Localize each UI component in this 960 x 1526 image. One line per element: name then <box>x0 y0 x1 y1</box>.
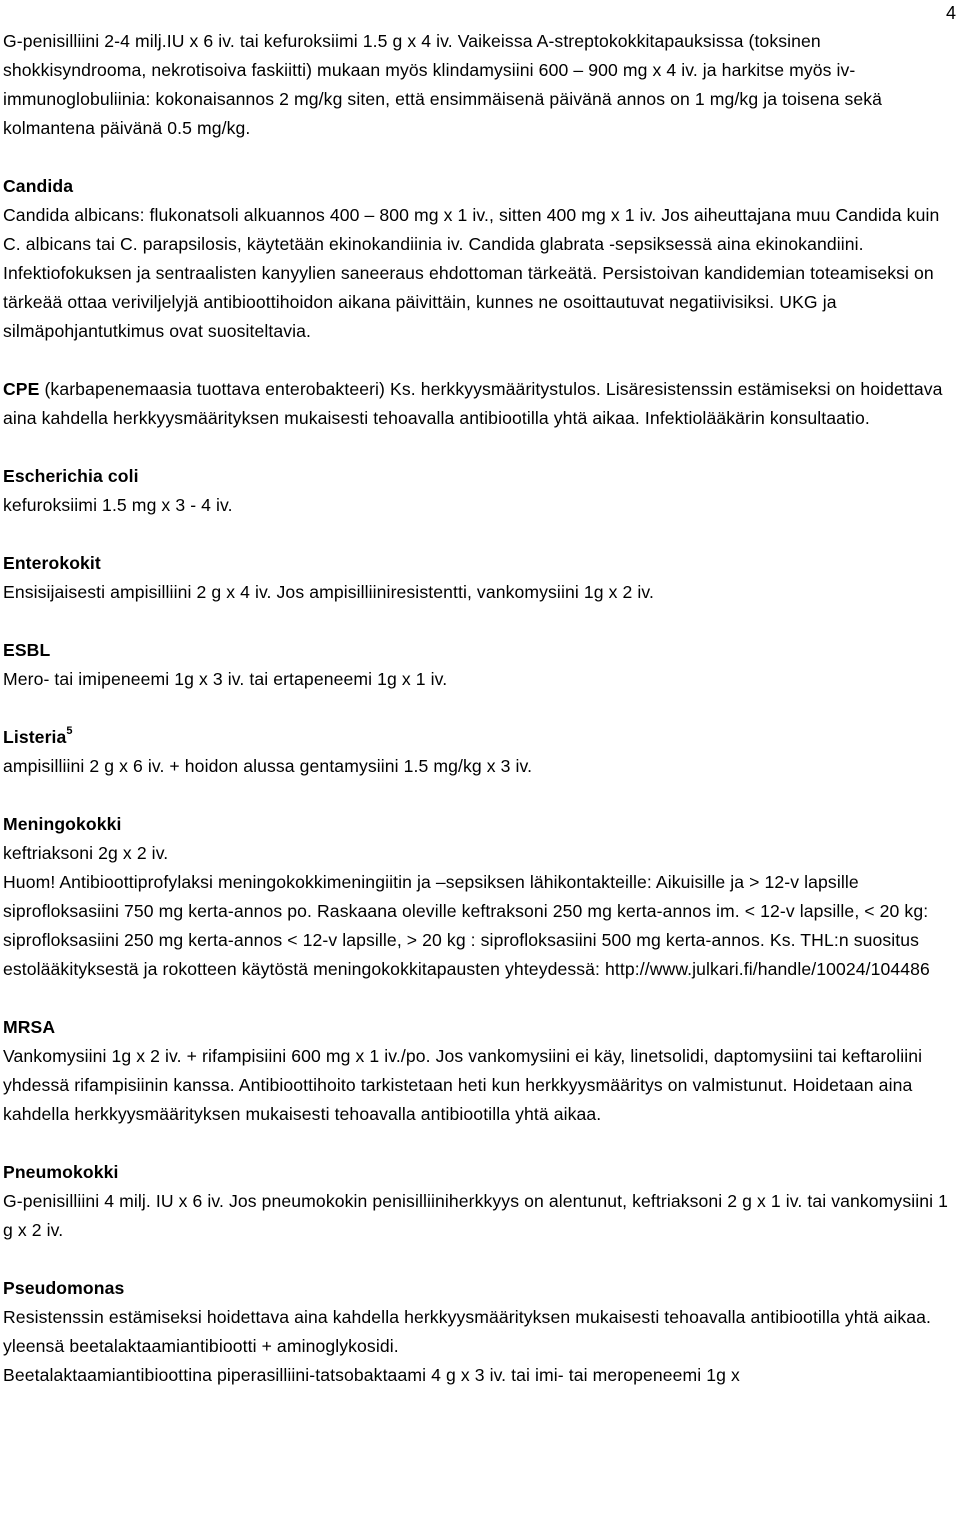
section-body-listeria: ampisilliini 2 g x 6 iv. + hoidon alussa gentamysiini 1.5 mg/kg x 3 iv. <box>3 756 533 776</box>
section-heading-listeria: Listeria <box>3 727 67 747</box>
section-body-esbl: Mero- tai imipeneemi 1g x 3 iv. tai ertapeneemi 1g x 1 iv. <box>3 669 448 689</box>
section-heading-listeria-line <box>3 723 957 752</box>
section-body-mrsa: Vankomysiini 1g x 2 iv. + rifampisiini 600 mg x 1 iv./po. Jos vankomysiini ei käy, linetsolidi, daptomysiini tai keftaroliini yhdessä rifampisiinin kanssa. Antibioottihoito tarkistetaan heti kun herkkyysmääritys on valmistunut. Hoidetaan aina kahdella herkkyysmäärityksen mukaisesti tehoavalla antibiootilla yhtä aikaa. <box>3 1046 923 1124</box>
section-body-pseudomonas-2: Beetalaktaamiantibioottina piperasilliini-tatsobaktaami 4 g x 3 iv. tai imi- tai meropeneemi 1g x <box>3 1365 740 1385</box>
section-listeria <box>3 723 957 781</box>
section-body-ecoli: kefuroksiimi 1.5 mg x 3 - 4 iv. <box>3 495 233 515</box>
section-body-cpe <box>3 375 957 433</box>
document-body <box>3 27 957 1390</box>
section-pseudomonas <box>3 1274 957 1390</box>
footnote-marker: 5 <box>66 725 73 737</box>
section-body-pneumokokki: G-penisilliini 4 milj. IU x 6 iv. Jos pneumokokin penisilliiniherkkyys on alentunut, keftriaksoni 2 g x 1 iv. tai vankomysiini 1 g x 2 iv. <box>3 1191 949 1240</box>
section-heading-enterokokit: Enterokokit <box>3 553 101 573</box>
section-heading-pneumokokki: Pneumokokki <box>3 1162 119 1182</box>
section-body-pseudomonas: Resistenssin estämiseksi hoidettava aina kahdella herkkyysmäärityksen mukaisesti tehoavalla antibiootilla yhtä aikaa. yleensä beetalaktaamiantibiootti + aminoglykosidi. <box>3 1307 932 1356</box>
section-enterokokit <box>3 549 957 607</box>
section-ecoli <box>3 462 957 520</box>
section-heading-mrsa: MRSA <box>3 1017 56 1037</box>
page-number: 4 <box>945 3 956 23</box>
section-meningokokki <box>3 810 957 984</box>
section-esbl <box>3 636 957 694</box>
section-heading-candida: Candida <box>3 176 74 196</box>
section-mrsa <box>3 1013 957 1129</box>
section-body-candida: Candida albicans: flukonatsoli alkuannos 400 – 800 mg x 1 iv., sitten 400 mg x 1 iv. Jos aiheuttajana muu Candida kuin C. albicans tai C. parapsilosis, käytetään ekinokandiinia iv. Candida glabrata -sepsiksessä aina ekinokandiini. Infektiofokuksen ja sentraalisten kanyylien saneeraus ehdottoman tärkeätä. Persistoivan kandidemian toteamiseksi on tärkeää ottaa veriviljelyjä antibioottihoidon aikana päivittäin, kunnes ne osoittautuvat negatiivisiksi. UKG ja silmäpohjantutkimus ovat suositeltavia. <box>3 205 940 341</box>
section-candida <box>3 172 957 346</box>
section-body-meningokokki: keftriaksoni 2g x 2 iv. <box>3 843 169 863</box>
section-heading-meningokokki: Meningokokki <box>3 814 122 834</box>
intro-paragraph: G-penisilliini 2-4 milj.IU x 6 iv. tai kefuroksiimi 1.5 g x 4 iv. Vaikeissa A-streptokokkitapauksissa (toksinen shokkisyndrooma, nekrotisoiva faskiitti) mukaan myös klindamysiini 600 – 900 mg x 4 iv. ja harkitse myös iv-immunoglobuliinia: kokonaisannos 2 mg/kg siten, että ensimmäisenä päivänä annos on 1 mg/kg ja toisena sekä kolmantena päivänä 0.5 mg/kg. <box>3 31 883 138</box>
section-heading-pseudomonas: Pseudomonas <box>3 1278 125 1298</box>
section-text-cpe: (karbapenemaasia tuottava enterobakteeri) Ks. herkkyysmääritystulos. Lisäresistenssin estämiseksi on hoidettava aina kahdella herkkyysmäärityksen mukaisesti tehoavalla antibiootilla yhtä aikaa. Infektiolääkärin konsultaatio. <box>3 379 943 428</box>
section-note-meningokokki: Huom! Antibioottiprofylaksi meningokokkimeningiitin ja –sepsiksen lähikontakteille: Aikuisille ja > 12-v lapsille siprofloksasiini 750 mg kerta-annos po. Raskaana oleville keftraksoni 250 mg kerta-annos im. < 12-v lapsille, < 20 kg: siprofloksasiini 250 mg kerta-annos < 12-v lapsille, > 20 kg : siprofloksasiini 500 mg kerta-annos. Ks. THL:n suositus estolääkityksestä ja rokotteen käytöstä meningokokkitapausten yhteydessä: http://www.julkari.fi/handle/10024/104486 <box>3 872 930 979</box>
section-heading-cpe: CPE <box>3 379 40 399</box>
section-heading-esbl: ESBL <box>3 640 51 660</box>
section-cpe <box>3 375 957 433</box>
section-body-enterokokit: Ensisijaisesti ampisilliini 2 g x 4 iv. Jos ampisilliiniresistentti, vankomysiini 1g x 2 iv. <box>3 582 654 602</box>
section-pneumokokki <box>3 1158 957 1245</box>
section-heading-ecoli: Escherichia coli <box>3 466 139 486</box>
